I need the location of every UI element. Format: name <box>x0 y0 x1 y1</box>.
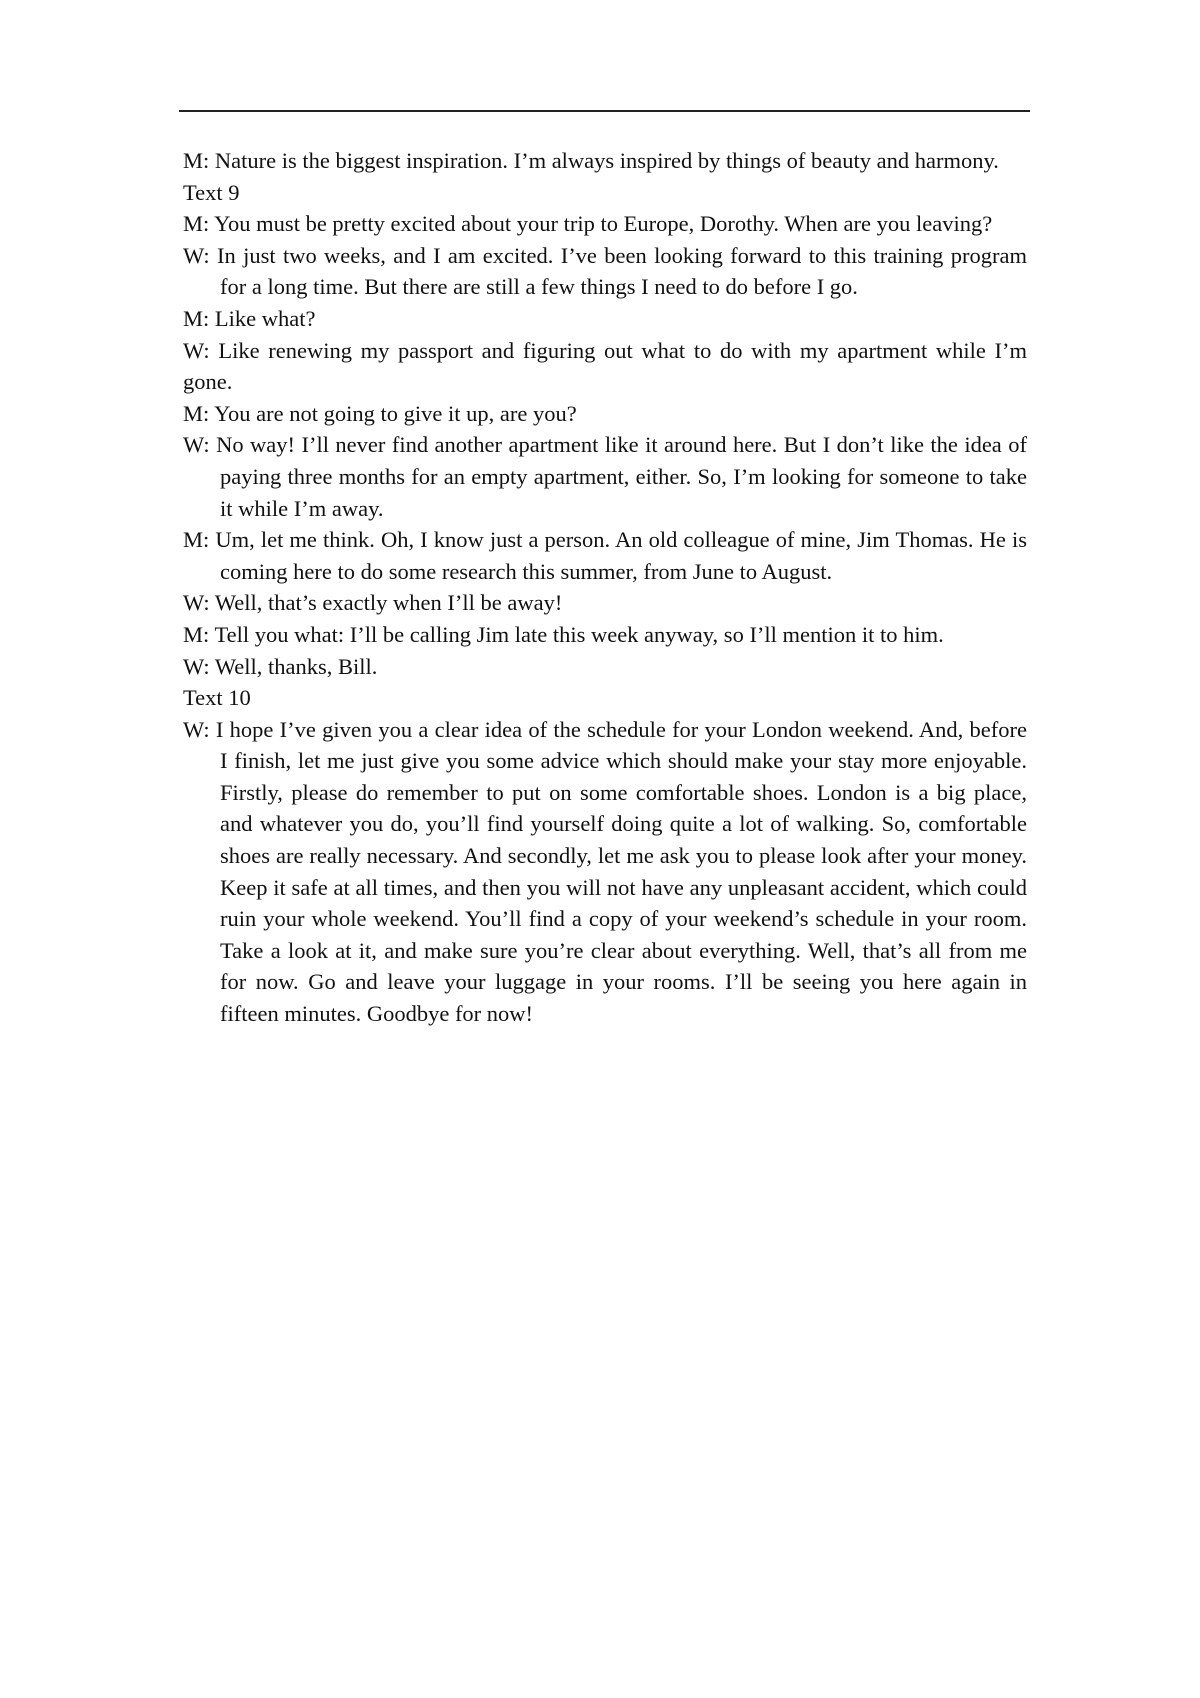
line-text: I hope I’ve given you a clear idea of the schedule for your London weekend. And, before I finish, let me just give you some advice which should make your stay more enjoyable. Firstly, please do remember to put on some comfortable shoes. London is a big place, and whatever you do, you’ll find yourself doing quite a lot of walking. So, comfortable shoes are really necessary. And secondly, let me ask you to please look after your money. Keep it safe at all times, and then you will not have any unpleasant accident, which could ruin your whole weekend. You’ll find a copy of your weekend’s schedule in your room. Take a look at it, and make sure you’re clear about everything. Well, that’s all from me for now. Go and leave your luggage in your rooms. I’ll be seeing you here again in fifteen minutes. Goodbye for now! <box>215 716 1028 1027</box>
dialogue-line <box>183 240 1027 303</box>
dialogue-line <box>183 619 1027 651</box>
line-text: Well, that’s exactly when I’ll be away! <box>214 590 563 616</box>
dialogue-line <box>183 303 1027 335</box>
transcript-body <box>183 145 1027 1030</box>
speaker-label: M: <box>183 527 210 553</box>
line-text: Like what? <box>214 305 316 331</box>
dialogue-line <box>183 651 1027 683</box>
speaker-label: M: <box>183 400 210 426</box>
line-text: Um, let me think. Oh, I know just a person. An old colleague of mine, Jim Thomas. He is coming here to do some research this summer, from June to August. <box>215 527 1027 584</box>
line-text: Like renewing my passport and figuring out what to do with my apartment while I’m gone. <box>183 337 1027 395</box>
line-text: Tell you what: I’ll be calling Jim late this week anyway, so I’ll mention it to him. <box>214 621 944 647</box>
speaker-label: M: <box>183 621 210 647</box>
line-text: You must be pretty excited about your trip to Europe, Dorothy. When are you leaving? <box>214 211 993 237</box>
dialogue-line <box>183 587 1027 619</box>
speaker-label: W: <box>183 716 210 742</box>
dialogue-line <box>183 714 1027 1030</box>
line-text: No way! I’ll never find another apartment like it around here. But I don’t like the idea of paying three months for an empty apartment, either. So, I’m looking for someone to take it while I’m away. <box>216 432 1027 521</box>
dialogue-line <box>183 429 1027 524</box>
line-text: You are not going to give it up, are you? <box>214 400 577 426</box>
speaker-label: W: <box>183 242 210 268</box>
speaker-label: W: <box>183 590 210 616</box>
speaker-label: M: <box>183 305 210 331</box>
dialogue-line <box>183 145 1027 177</box>
header-rule <box>179 110 1030 112</box>
speaker-label: W: <box>183 432 210 458</box>
speaker-label: W: <box>183 337 210 363</box>
section-heading <box>183 682 1027 714</box>
dialogue-line <box>183 335 1027 398</box>
dialogue-line <box>183 398 1027 430</box>
heading-text: Text 9 <box>183 179 240 205</box>
dialogue-line <box>183 208 1027 240</box>
line-text: Nature is the biggest inspiration. I’m always inspired by things of beauty and harmony. <box>214 148 999 173</box>
dialogue-line <box>183 524 1027 587</box>
line-text: In just two weeks, and I am excited. I’ve been looking forward to this training program for a long time. But there are still a few things I need to do before I go. <box>217 242 1028 300</box>
speaker-label: M: <box>183 211 210 237</box>
speaker-label: M: <box>183 148 210 173</box>
section-heading <box>183 177 1027 209</box>
line-text: Well, thanks, Bill. <box>214 653 378 679</box>
speaker-label: W: <box>183 653 210 679</box>
heading-text: Text 10 <box>183 685 251 711</box>
